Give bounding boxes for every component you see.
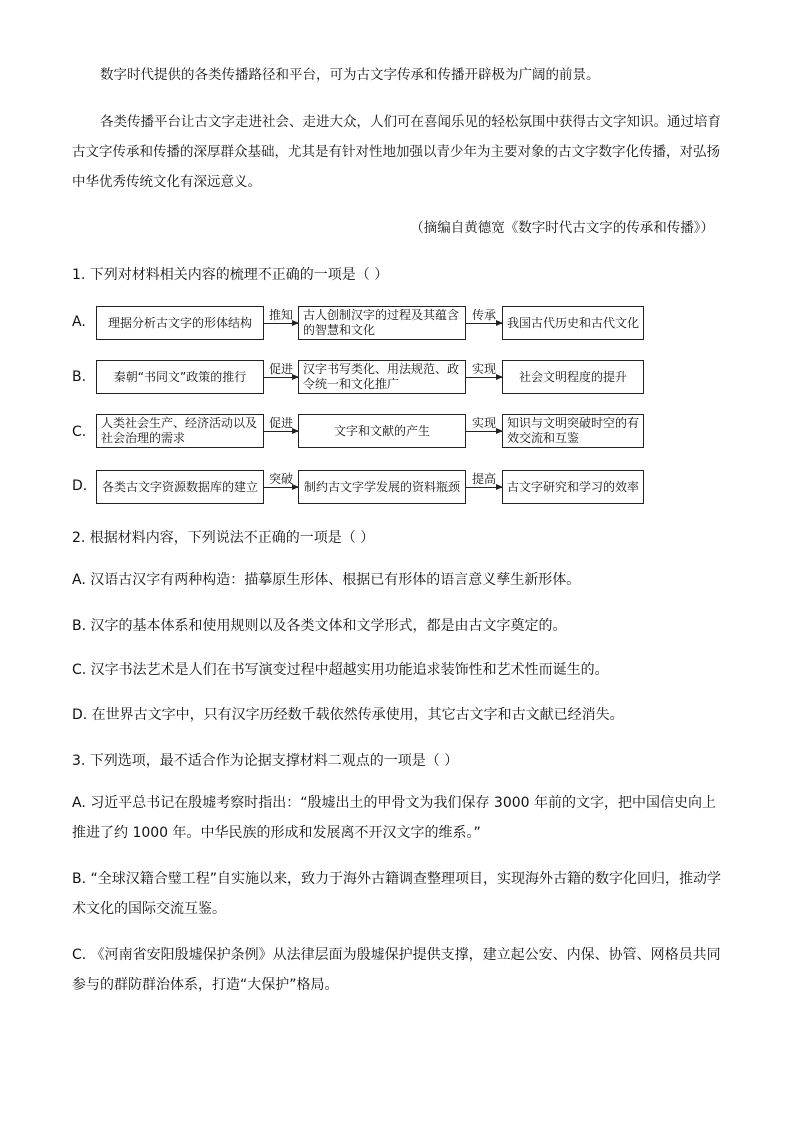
q1-d-box-3: 古文字研究和学习的效率 bbox=[502, 470, 644, 504]
q1-d-box-1: 各类古文字资源数据库的建立 bbox=[96, 470, 264, 504]
passage-source: （摘编自黄德宽《数字时代古文字的传承和传播》） bbox=[410, 220, 714, 236]
q3-option-b: B. “全球汉籍合璧工程”自实施以来，致力于海外古籍调查整理项目，实现海外古籍的数字化回归，推动学术文化的国际交流互鉴。 bbox=[72, 871, 722, 917]
q1-d-box-2: 制约古文字学发展的资料瓶颈 bbox=[298, 470, 466, 504]
q1-c-arrow-1 bbox=[264, 431, 298, 432]
q1-b-box-2: 汉字书写类化、用法规范、政令统一和文化推广 bbox=[298, 360, 466, 394]
passage-paragraph-2: 各类传播平台让古文字走进社会、走进大众，人们可在喜闻乐见的轻松氛围中获得古文字知识。通过培育古文字传承和传播的深厚群众基础，尤其是有针对性地加强以青少年为主要对象的古文字数字化传播，对弘扬中华优秀传统文化有深远意义。 bbox=[72, 114, 721, 190]
question-2-stem: 2. 根据材料内容，下列说法不正确的一项是（ ） bbox=[72, 530, 375, 546]
q1-a-arrow-1 bbox=[264, 323, 298, 324]
q1-a-box-2: 古人创制汉字的过程及其蕴含的智慧和文化 bbox=[298, 306, 466, 340]
q2-option-c: C. 汉字书法艺术是人们在书写演变过程中超越实用功能追求装饰性和艺术性而诞生的。 bbox=[72, 662, 609, 678]
q1-b-arrow-1 bbox=[264, 377, 298, 378]
q3-option-c: C. 《河南省安阳殷墟保护条例》从法律层面为殷墟保护提供支撑，建立起公安、内保、协管、网格员共同参与的群防群治体系，打造“大保护”格局。 bbox=[72, 947, 721, 993]
q1-d-arrow-1-label: 突破 bbox=[268, 472, 293, 486]
question-1-stem: 1. 下列对材料相关内容的梳理不正确的一项是（ ） bbox=[72, 267, 389, 283]
q2-option-b: B. 汉字的基本体系和使用规则以及各类文体和文学形式，都是由古文字奠定的。 bbox=[72, 618, 567, 634]
q1-a-box-3: 我国古代历史和古代文化 bbox=[502, 306, 644, 340]
q1-b-box-3: 社会文明程度的提升 bbox=[502, 360, 644, 394]
q1-c-box-3: 知识与文明突破时空的有效交流和互鉴 bbox=[502, 414, 644, 448]
q1-c-box-2: 文字和文献的产生 bbox=[298, 414, 466, 448]
q1-d-arrow-2 bbox=[466, 487, 502, 488]
q1-b-arrow-2 bbox=[466, 377, 502, 378]
q1-d-arrow-2-label: 提高 bbox=[471, 472, 496, 486]
q1-option-b-letter: B. bbox=[72, 369, 87, 385]
q1-c-arrow-2 bbox=[466, 431, 502, 432]
q1-b-arrow-1-label: 促进 bbox=[268, 362, 293, 376]
q1-option-a-letter: A. bbox=[72, 314, 86, 330]
q1-option-d-letter: D. bbox=[72, 478, 88, 494]
q1-b-arrow-2-label: 实现 bbox=[471, 362, 496, 376]
q1-d-arrow-1 bbox=[264, 487, 298, 488]
q1-a-arrow-2-label: 传承 bbox=[471, 308, 496, 322]
q2-option-a: A. 汉语古汉字有两种构造：描摹原生形体、根据已有形体的语言意义孳生新形体。 bbox=[72, 572, 581, 588]
q1-c-arrow-1-label: 促进 bbox=[268, 416, 293, 430]
q1-option-c-letter: C. bbox=[72, 424, 87, 440]
question-3-stem: 3. 下列选项，最不适合作为论据支撑材料二观点的一项是（ ） bbox=[72, 753, 459, 769]
q2-option-d: D. 在世界古文字中，只有汉字历经数千载依然传承使用，其它古文字和古文献已经消失。 bbox=[72, 707, 624, 723]
q1-a-arrow-2 bbox=[466, 323, 502, 324]
q3-option-a: A. 习近平总书记在殷墟考察时指出：“殷墟出土的甲骨文为我们保存 3000 年前的文字，把中国信史向上推进了约 1000 年。中华民族的形成和发展离不开汉文字的维系。” bbox=[72, 795, 717, 841]
q1-a-box-1: 理据分析古文字的形体结构 bbox=[96, 306, 264, 340]
q1-c-arrow-2-label: 实现 bbox=[471, 416, 496, 430]
passage-paragraph-1: 数字时代提供的各类传播路径和平台，可为古文字传承和传播开辟极为广阔的前景。 bbox=[100, 67, 600, 83]
q1-c-box-1: 人类社会生产、经济活动以及社会治理的需求 bbox=[96, 414, 264, 448]
q1-b-box-1: 秦朝“书同文”政策的推行 bbox=[96, 360, 264, 394]
q1-a-arrow-1-label: 推知 bbox=[268, 308, 293, 322]
